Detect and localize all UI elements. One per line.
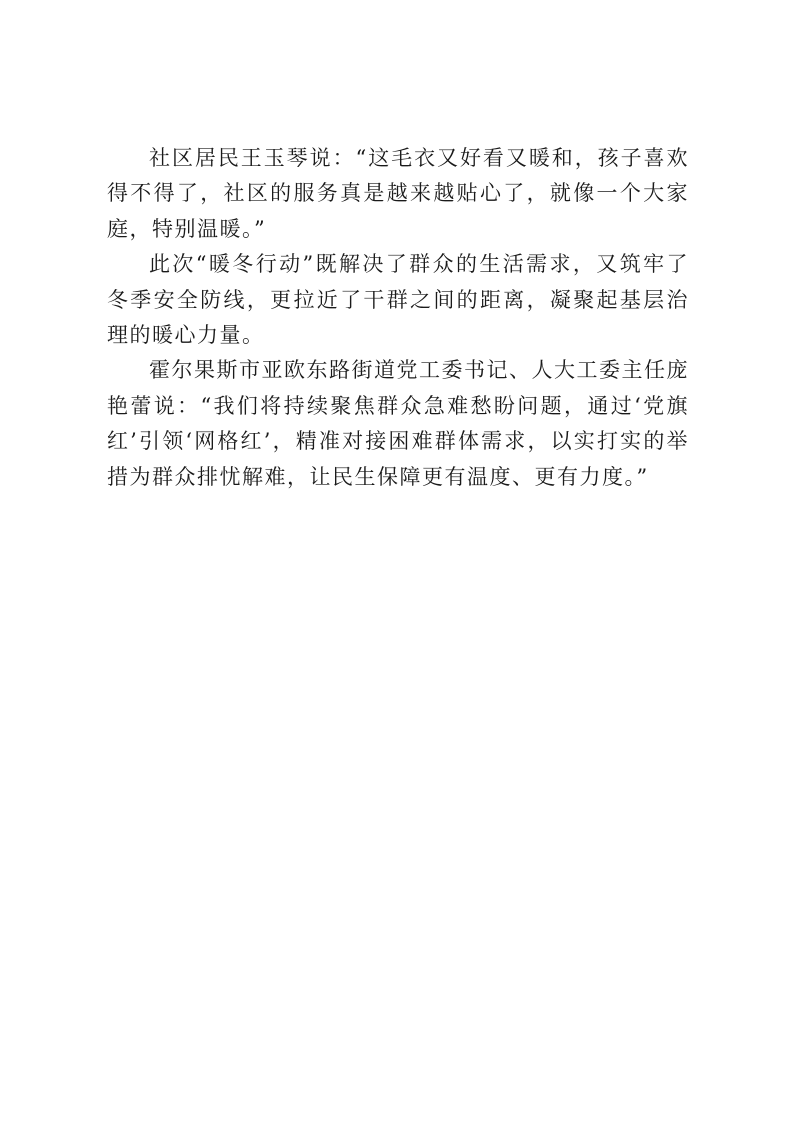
article-body [107, 141, 689, 495]
paragraph-warm-winter-action: 此次“暖冬行动”既解决了群众的生活需求，又筑牢了冬季安全防线，更拉近了干群之间的距离，凝聚起基层治理的暖心力量。 [107, 252, 689, 348]
paragraph-resident-quote: 社区居民王玉琴说：“这毛衣又好看又暖和，孩子喜欢得不得了，社区的服务真是越来越贴心了，就像一个大家庭，特别温暖。” [107, 146, 689, 241]
paragraph-secretary-quote: 霍尔果斯市亚欧东路街道党工委书记、人大工委主任庞艳蕾说：“我们将持续聚焦群众急难愁盼问题，通过‘党旗红’引领‘网格红’，精准对接困难群体需求，以实打实的举措为群众排忧解难，让民生保障更有温度、更有力度。” [107, 358, 689, 489]
